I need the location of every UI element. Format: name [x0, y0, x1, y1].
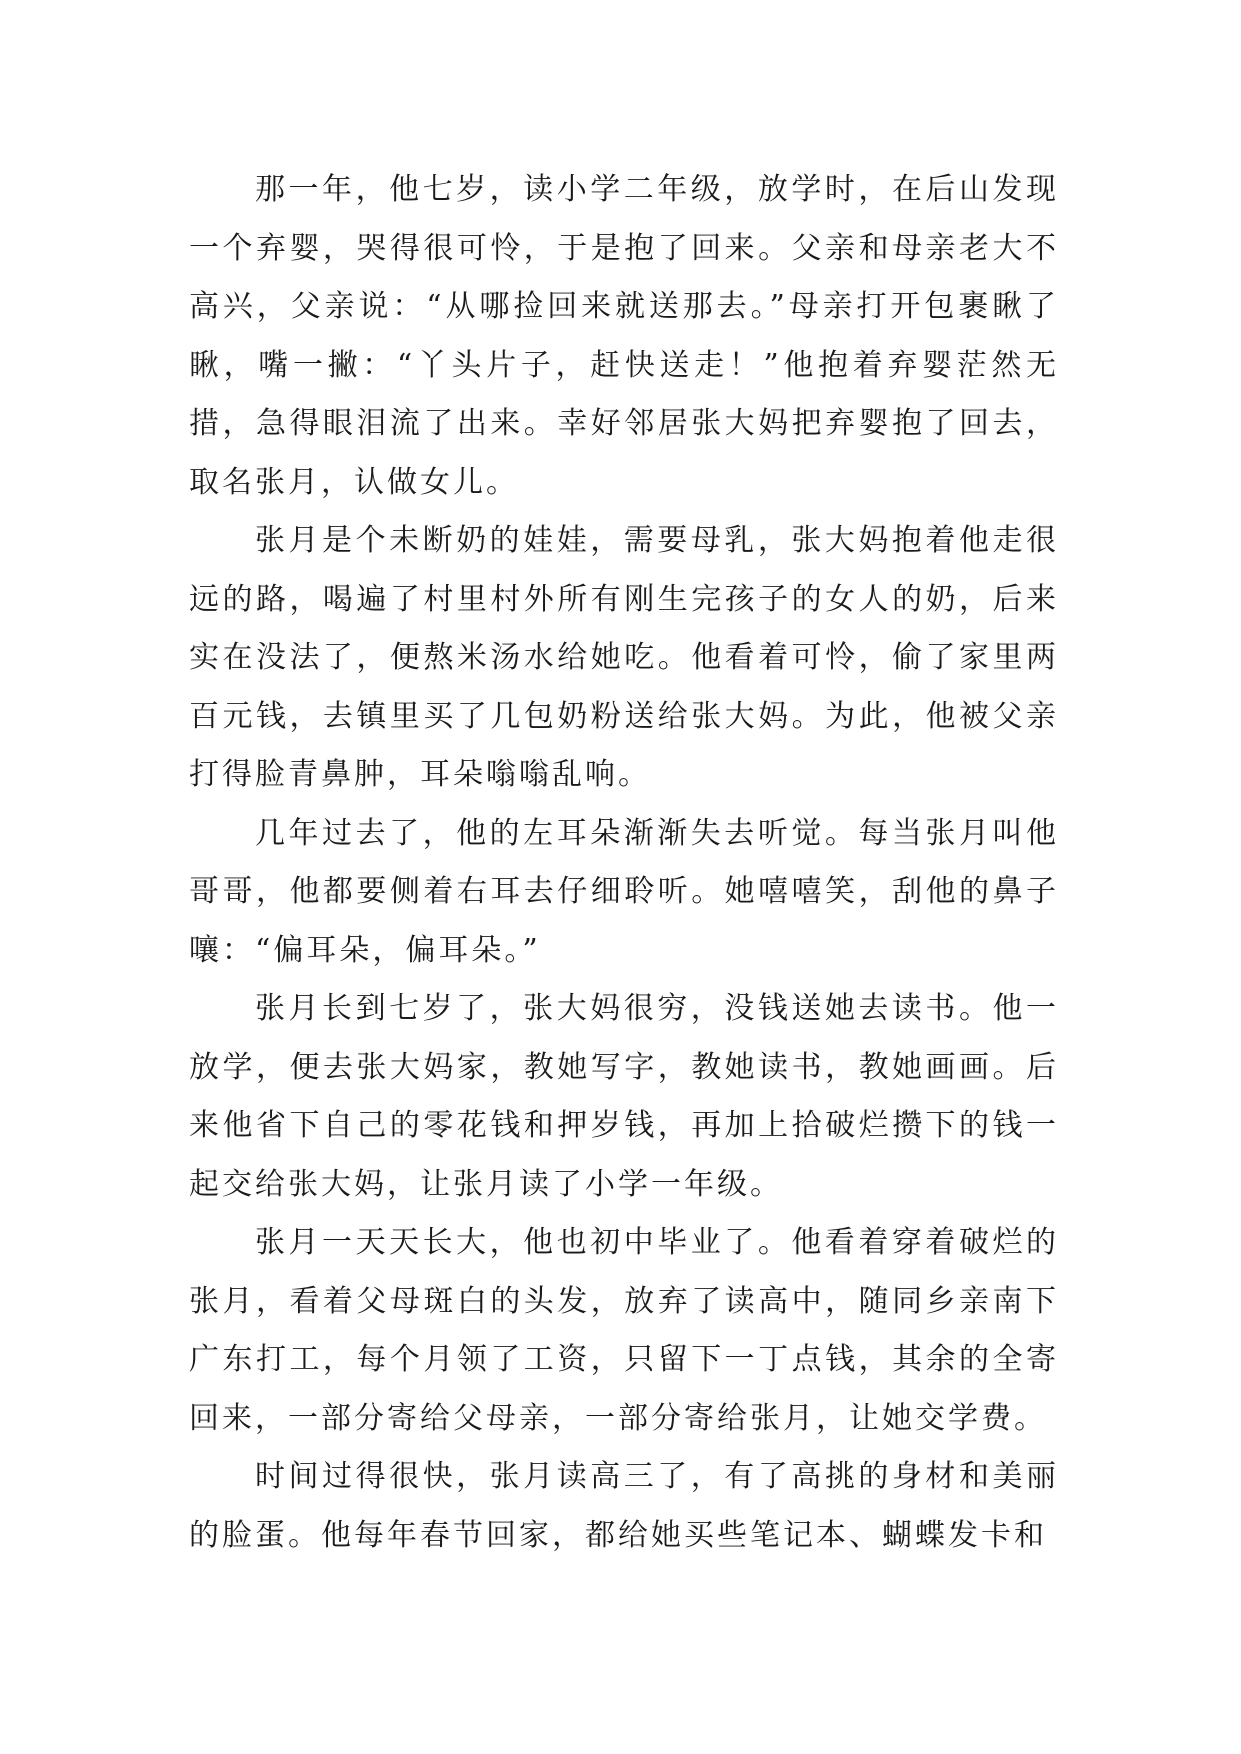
document-body — [189, 161, 1059, 1565]
paragraph: 张月是个未断奶的娃娃，需要母乳，张大妈抱着他走很远的路，喝遍了村里村外所有刚生完孩子的女人的奶，后来实在没法了，便熬米汤水给她吃。他看着可怜，偷了家里两百元钱，去镇里买了几包奶粉送给张大妈。为此，他被父亲打得脸青鼻肿，耳朵嗡嗡乱响。 — [189, 523, 1059, 792]
paragraph: 时间过得很快，张月读高三了，有了高挑的身材和美丽的脸蛋。他每年春节回家，都给她买些笔记本、蝴蝶发卡和 — [189, 1459, 1059, 1553]
paragraph: 那一年，他七岁，读小学二年级，放学时，在后山发现一个弃婴，哭得很可怜，于是抱了回来。父亲和母亲老大不高兴，父亲说：“从哪捡回来就送那去。”母亲打开包裹瞅了瞅，嘴一撇：“丫头片子，赶快送走！”他抱着弃婴茫然无措，急得眼泪流了出来。幸好邻居张大妈把弃婴抱了回去，取名张月，认做女儿。 — [189, 172, 1059, 500]
paragraph: 张月长到七岁了，张大妈很穷，没钱送她去读书。他一放学，便去张大妈家，教她写字，教她读书，教她画画。后来他省下自己的零花钱和押岁钱，再加上拾破烂攒下的钱一起交给张大妈，让张月读了小学一年级。 — [189, 991, 1059, 1202]
paragraph: 张月一天天长大，他也初中毕业了。他看着穿着破烂的张月，看着父母斑白的头发，放弃了读高中，随同乡亲南下广东打工，每个月领了工资，只留下一丁点钱，其余的全寄回来，一部分寄给父母亲，一部分寄给张月，让她交学费。 — [189, 1225, 1059, 1436]
paragraph: 几年过去了，他的左耳朵渐渐失去听觉。每当张月叫他哥哥，他都要侧着右耳去仔细聆听。她嘻嘻笑，刮他的鼻子嚷：“偏耳朵，偏耳朵。” — [189, 815, 1059, 968]
